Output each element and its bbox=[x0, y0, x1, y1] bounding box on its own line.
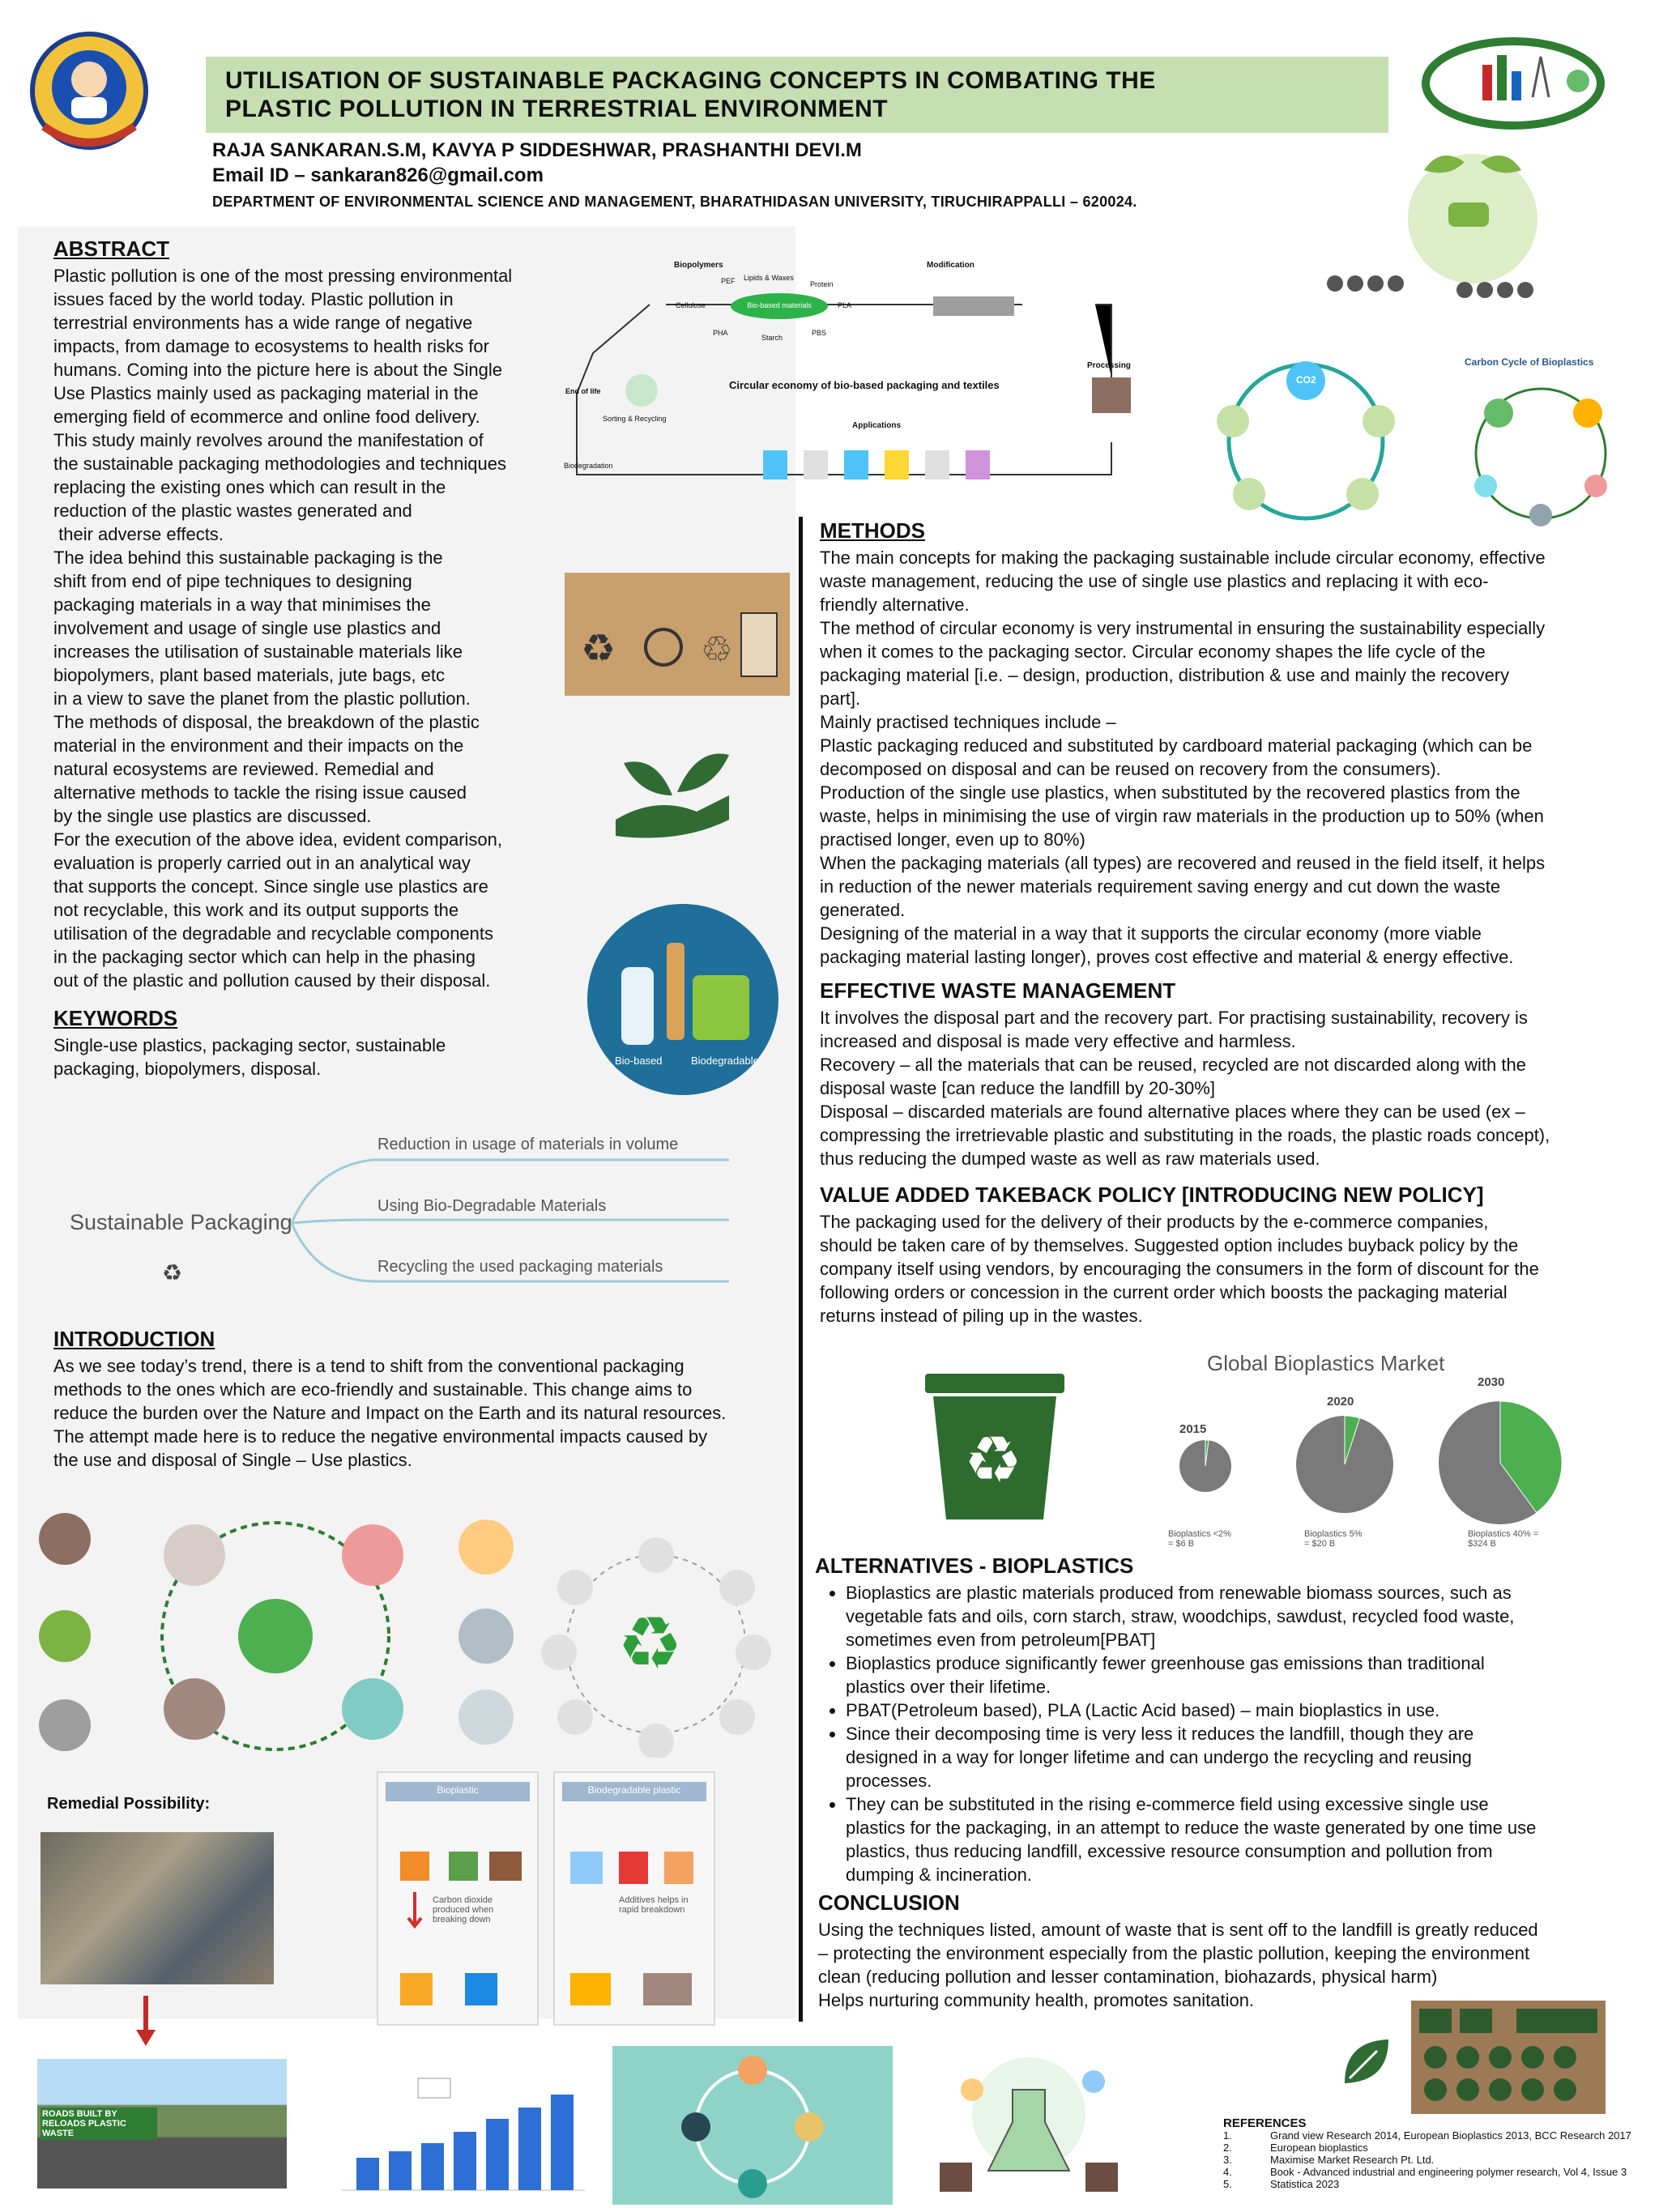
market-label-2030: Bioplastics 40% = $324 B bbox=[1468, 1529, 1539, 1549]
waste-mgmt-line: Recovery – all the materials that can be reused, recycled are not discarded along with the bbox=[820, 1055, 1526, 1075]
abstract-line: Use Plastics mainly used as packaging material in the bbox=[53, 383, 479, 403]
abstract-line: in a view to save the planet from the plastic pollution. bbox=[53, 688, 471, 709]
takeback-line: company itself using vendors, by encouraging the consumers in the form of discount for the bbox=[820, 1259, 1539, 1279]
environment-logo bbox=[1419, 32, 1607, 134]
cef-sorting: Sorting & Recycling bbox=[603, 415, 667, 423]
department: DEPARTMENT OF ENVIRONMENTAL SCIENCE AND MANAGEMENT, BHARATHIDASAN UNIVERSITY, TIRUCHIRAPPALLI – 620024. bbox=[212, 194, 1137, 210]
takeback-line: following orders or concession in the current order which boosts the packaging material bbox=[820, 1282, 1508, 1302]
remedial-label: Remedial Possibility: bbox=[47, 1795, 211, 1813]
methods-line: when it comes to the packaging sector. Circular economy shapes the life cycle of the bbox=[820, 641, 1486, 662]
plastic-road-photo bbox=[37, 2059, 287, 2189]
abstract-line: in the packaging sector which can help in the phasing bbox=[53, 947, 476, 967]
takeback-heading: VALUE ADDED TAKEBACK POLICY [INTRODUCING NEW POLICY] bbox=[820, 1183, 1484, 1207]
methods-text bbox=[820, 546, 1638, 969]
biodegradation-cycle-image bbox=[32, 1507, 518, 1766]
comparison-left-note: Carbon dioxide produced when breaking down bbox=[433, 1895, 494, 1924]
reference-item bbox=[1223, 2178, 1631, 2190]
market-year-2020: 2020 bbox=[1327, 1395, 1354, 1409]
abstract-line: involvement and usage of single use plastics and bbox=[53, 618, 441, 638]
methods-line: practised longer, even up to 80%) bbox=[820, 829, 1085, 850]
abstract-line: alternative methods to tackle the rising issue caused bbox=[53, 782, 467, 803]
methods-line: waste, helps in minimising the use of virgin raw materials in the production up to 50% (when bbox=[820, 806, 1544, 826]
sp-branch-2: Using Bio-Degradable Materials bbox=[377, 1197, 607, 1215]
carbon-cycle-title: Carbon Cycle of Bioplastics bbox=[1465, 356, 1594, 368]
recycle-bin-icon bbox=[922, 1369, 1068, 1523]
methods-line: in reduction of the newer materials requirement saving energy and cut down the waste bbox=[820, 876, 1501, 897]
methods-line: packaging material lasting longer), proves cost effective and material & energy effective. bbox=[820, 947, 1514, 967]
authors: RAJA SANKARAN.S.M, KAVYA P SIDDESHWAR, PRASHANTHI DEVI.M bbox=[212, 139, 862, 161]
cef-protein: Protein bbox=[810, 280, 834, 288]
bio-based-plastics-image bbox=[1311, 154, 1541, 309]
abstract-line: evaluation is properly carried out in an analytical way bbox=[53, 853, 471, 873]
takeback-line: returns instead of piling up in the wastes. bbox=[820, 1306, 1143, 1326]
reference-number: 5. bbox=[1223, 2178, 1232, 2190]
abstract-line: shift from end of pipe techniques to designing bbox=[53, 571, 412, 591]
svg-text:Bio-based: Bio-based bbox=[615, 1055, 663, 1067]
introduction-line: reduce the burden over the Nature and Impact on the Earth and its natural resources. bbox=[53, 1403, 727, 1423]
methods-line: waste management, reducing the use of single use plastics and replacing it with eco- bbox=[820, 571, 1489, 591]
reference-item bbox=[1223, 2129, 1631, 2142]
abstract-line: not recyclable, this work and its output supports the bbox=[53, 900, 459, 920]
cef-lipids: Lipids & Waxes bbox=[744, 274, 794, 282]
cef-biodegradation: Biodegradation bbox=[564, 462, 613, 470]
methods-line: Mainly practised techniques include – bbox=[820, 712, 1116, 732]
takeback-line: should be taken care of by themselves. Suggested option includes buyback policy by the bbox=[820, 1235, 1519, 1255]
introduction-line: methods to the ones which are eco-friendly and sustainable. This change aims to bbox=[53, 1379, 693, 1400]
market-year-2030: 2030 bbox=[1478, 1375, 1505, 1389]
comparison-left-title: Bioplastic bbox=[437, 1784, 479, 1796]
conclusion-line: clean (reducing pollution and lesser contamination, biohazards, physical harm) bbox=[818, 1967, 1438, 1987]
abstract-line: increases the utilisation of sustainable materials like bbox=[53, 641, 463, 662]
abstract-line: issues faced by the world today. Plastic pollution in bbox=[53, 289, 454, 309]
methods-line: When the packaging materials (all types) are recovered and reused in the field itself, it helps bbox=[820, 853, 1546, 873]
carbon-cycle-circle-image bbox=[1184, 348, 1427, 535]
abstract-text bbox=[53, 264, 551, 992]
alternative-line: plastics for the packaging, in an attempt to reduce the waste generated by one time use bbox=[846, 1818, 1537, 1838]
reference-item bbox=[1223, 2142, 1631, 2154]
abstract-line: The idea behind this sustainable packaging is the bbox=[53, 548, 443, 568]
alternative-item bbox=[846, 1581, 1620, 1652]
cef-cellulose: Cellulose bbox=[676, 301, 706, 309]
sp-branch-1: Reduction in usage of materials in volume bbox=[377, 1136, 679, 1153]
alternative-line: • Bioplastics are plastic materials produced from renewable biomass sources, such as bbox=[846, 1583, 1512, 1603]
waste-mgmt-text bbox=[820, 1006, 1638, 1170]
svg-text:♻: ♻ bbox=[964, 1424, 1022, 1496]
poster-title: UTILISATION OF SUSTAINABLE PACKAGING CONCEPTS IN COMBATING THE PLASTIC POLLUTION IN TERRESTRIAL ENVIRONMENT bbox=[225, 67, 1156, 122]
cef-pla: PLA bbox=[838, 301, 852, 309]
abstract-line: This study mainly revolves around the manifestation of bbox=[53, 430, 484, 450]
abstract-line: reduction of the plastic wastes generated and bbox=[53, 501, 412, 521]
recycling-process-wheel bbox=[527, 1531, 786, 1758]
references bbox=[1223, 2117, 1631, 2190]
svg-text:♻: ♻ bbox=[617, 1604, 683, 1685]
abstract-line: their adverse effects. bbox=[53, 524, 224, 544]
alternative-line: plastics, thus reducing landfill, excessive resource consumption and pollution from bbox=[846, 1841, 1493, 1861]
road-caption: ROADS BUILT BY RELOADS PLASTIC WASTE bbox=[41, 2108, 157, 2140]
methods-line: decomposed on disposal and can be reused on recovery from the consumers). bbox=[820, 759, 1441, 779]
methods-heading: METHODS bbox=[820, 518, 925, 543]
abstract-line: emerging field of ecommerce and online food delivery. bbox=[53, 407, 480, 427]
abstract-line: biopolymers, plant based materials, jute bags, etc bbox=[53, 665, 446, 685]
cef-pef: PEF bbox=[721, 277, 736, 285]
university-logo bbox=[28, 29, 151, 157]
abstract-line: terrestrial environments has a wide range of negative bbox=[53, 313, 473, 333]
abstract-line: humans. Coming into the picture here is about the Single bbox=[53, 360, 502, 380]
circular-economy-figure bbox=[561, 256, 1149, 497]
abstract-line: For the execution of the above idea, evident comparison, bbox=[53, 829, 503, 850]
takeback-line: The packaging used for the delivery of their products by the e-commerce companies, bbox=[820, 1212, 1489, 1232]
methods-line: part]. bbox=[820, 688, 861, 709]
alternative-item bbox=[846, 1722, 1620, 1792]
waste-mgmt-line: increased and disposal is made very effective and harmless. bbox=[820, 1031, 1296, 1051]
waste-mgmt-line: compressing the irretrievable plastic and substituting in the roads, the plastic roads concept), bbox=[820, 1125, 1550, 1145]
introduction-text bbox=[53, 1354, 783, 1472]
abstract-line: packaging materials in a way that minimises the bbox=[53, 595, 431, 615]
alternative-line: • PBAT(Petroleum based), PLA (Lactic Acid based) – main bioplastics in use. bbox=[846, 1700, 1440, 1720]
abstract-heading: ABSTRACT bbox=[53, 237, 169, 261]
introduction-line: The attempt made here is to reduce the negative environmental impacts caused by bbox=[53, 1426, 708, 1447]
sp-center-label: Sustainable Packaging bbox=[70, 1210, 292, 1234]
abstract-line: utilisation of the degradable and recyclable components bbox=[53, 923, 494, 944]
introduction-line: the use and disposal of Single – Use plastics. bbox=[53, 1450, 412, 1470]
reference-text: Grand view Research 2014, European Bioplastics 2013, BCC Research 2017 bbox=[1270, 2129, 1631, 2142]
methods-line: friendly alternative. bbox=[820, 595, 970, 615]
alternative-line: processes. bbox=[846, 1771, 932, 1791]
abstract-line: The methods of disposal, the breakdown of the plastic bbox=[53, 712, 480, 732]
cef-starch: Starch bbox=[761, 334, 783, 342]
conclusion-line: Using the techniques listed, amount of waste that is sent off to the landfill is greatly reduced bbox=[818, 1920, 1538, 1940]
hand-plant-icon bbox=[608, 739, 737, 844]
column-divider bbox=[799, 517, 803, 2022]
reference-number: 3. bbox=[1223, 2154, 1232, 2166]
reference-text: Statistica 2023 bbox=[1270, 2178, 1340, 2190]
waste-mgmt-line: thus reducing the dumped waste as well as raw materials used. bbox=[820, 1149, 1320, 1169]
science-lab-illustration bbox=[923, 2041, 1134, 2200]
keywords-heading: KEYWORDS bbox=[53, 1006, 178, 1030]
methods-line: Production of the single use plastics, when substituted by the recovered plastics from the bbox=[820, 782, 1520, 803]
plastic-waste-photo bbox=[41, 1832, 274, 1984]
reference-text: European bioplastics bbox=[1270, 2142, 1368, 2154]
svg-text:♻: ♻ bbox=[581, 628, 616, 671]
cef-pha: PHA bbox=[713, 329, 728, 337]
cef-biopolymers: Biopolymers bbox=[674, 261, 723, 270]
reference-text: Maximise Market Research Pt. Ltd. bbox=[1270, 2154, 1435, 2166]
methods-line: The main concepts for making the packaging sustainable include circular economy, effective bbox=[820, 548, 1546, 568]
abstract-line: by the single use plastics are discussed. bbox=[53, 806, 372, 826]
reference-item bbox=[1223, 2154, 1631, 2166]
eco-label-symbols-image bbox=[1411, 2001, 1606, 2114]
comparison-right-title: Biodegradable plastic bbox=[587, 1784, 681, 1796]
abstract-line: natural ecosystems are reviewed. Remedial and bbox=[53, 759, 434, 779]
alternative-line: designed in a way for longer lifetime and can undergo the recycling and reusing bbox=[846, 1747, 1472, 1767]
carbon-cycle-co2: CO2 bbox=[1296, 374, 1316, 386]
conclusion-line: Helps nurturing community health, promotes sanitation. bbox=[818, 1990, 1255, 2010]
alternative-line: sometimes even from petroleum[PBAT] bbox=[846, 1630, 1156, 1650]
conclusion-text bbox=[818, 1918, 1612, 2012]
alternatives-list bbox=[810, 1581, 1620, 1886]
market-label-2020: Bioplastics 5% = $20 B bbox=[1304, 1529, 1363, 1549]
market-year-2015: 2015 bbox=[1179, 1422, 1207, 1436]
methods-line: Designing of the material in a way that it supports the circular economy (more viable bbox=[820, 923, 1482, 944]
abstract-line: out of the plastic and pollution caused by their disposal. bbox=[53, 970, 491, 991]
recycle-small-icon: ♻ bbox=[162, 1260, 183, 1285]
alternative-line: • Bioplastics produce significantly fewer greenhouse gas emissions than traditional bbox=[846, 1653, 1485, 1673]
abstract-line: impacts, from damage to ecosystems to health risks for bbox=[53, 336, 489, 356]
reference-number: 4. bbox=[1223, 2166, 1232, 2178]
circular-lifecycle-image bbox=[612, 2046, 893, 2205]
alternative-item bbox=[846, 1698, 1620, 1722]
reference-item bbox=[1223, 2166, 1631, 2178]
takeback-text bbox=[820, 1210, 1638, 1328]
references-heading: REFERENCES bbox=[1223, 2116, 1307, 2130]
waste-mgmt-line: It involves the disposal part and the recovery part. For practising sustainability, recovery is bbox=[820, 1008, 1528, 1028]
cef-pbs: PBS bbox=[812, 329, 827, 337]
abstract-line: the sustainable packaging methodologies and techniques bbox=[53, 454, 506, 474]
alternative-line: plastics over their lifetime. bbox=[846, 1677, 1051, 1697]
introduction-heading: INTRODUCTION bbox=[53, 1327, 215, 1351]
methods-line: generated. bbox=[820, 900, 906, 920]
alternative-item bbox=[846, 1792, 1620, 1886]
cef-title: Circular economy of bio-based packaging and textiles bbox=[729, 379, 1000, 391]
down-arrow-icon bbox=[136, 1996, 156, 2052]
abstract-line: material in the environment and their impacts on the bbox=[53, 735, 464, 756]
leaf-icon bbox=[1338, 2033, 1395, 2090]
market-chart bbox=[1150, 1345, 1636, 1563]
reference-text: Book - Advanced industrial and engineering polymer research, Vol 4, Issue 3 bbox=[1270, 2166, 1627, 2178]
methods-line: packaging material [i.e. – design, production, distribution & use and mainly the recovery bbox=[820, 665, 1510, 685]
cef-center: Bio-based materials bbox=[747, 301, 812, 309]
alternative-line: • They can be substituted in the rising e-commerce field using excessive single use bbox=[846, 1794, 1489, 1814]
carbon-cycle-bioplastics-image bbox=[1450, 348, 1631, 536]
email: Email ID – sankaran826@gmail.com bbox=[212, 164, 544, 186]
sp-branch-3: Recycling the used packaging materials bbox=[377, 1258, 663, 1276]
bar-chart-image bbox=[318, 2054, 593, 2200]
comparison-right-note: Additives helps in rapid breakdown bbox=[619, 1895, 689, 1915]
cef-processing: Processing bbox=[1087, 361, 1131, 370]
waste-mgmt-heading: EFFECTIVE WASTE MANAGEMENT bbox=[820, 978, 1176, 1003]
methods-line: The method of circular economy is very instrumental in ensuring the sustainability especially bbox=[820, 618, 1546, 638]
market-chart-title: Global Bioplastics Market bbox=[1207, 1351, 1445, 1375]
waste-mgmt-line: Disposal – discarded materials are found alternative places where they can be used (ex – bbox=[820, 1102, 1525, 1122]
introduction-line: As we see today’s trend, there is a tend to shift from the conventional packaging bbox=[53, 1356, 684, 1376]
alternative-item bbox=[846, 1652, 1620, 1698]
methods-line: Plastic packaging reduced and substituted by cardboard material packaging (which can be bbox=[820, 735, 1533, 756]
svg-text:♲: ♲ bbox=[701, 630, 733, 670]
cef-end-of-life: End of life bbox=[565, 387, 601, 395]
abstract-line: that supports the concept. Since single use plastics are bbox=[53, 876, 488, 897]
keywords-text: Single-use plastics, packaging sector, sustainable packaging, biopolymers, disposal. bbox=[53, 1035, 446, 1079]
bioplastic-comparison-figure bbox=[376, 1771, 716, 2027]
alternative-line: dumping & incineration. bbox=[846, 1865, 1032, 1885]
alternatives-heading: ALTERNATIVES - BIOPLASTICS bbox=[815, 1554, 1134, 1578]
recycle-symbols-image bbox=[565, 573, 790, 696]
cef-applications: Applications bbox=[852, 421, 902, 430]
conclusion-line: – protecting the environment especially from the plastic pollution, keeping the environment bbox=[818, 1943, 1530, 1963]
biodegradable-products-image bbox=[586, 902, 780, 1097]
reference-number: 2. bbox=[1223, 2142, 1232, 2154]
svg-text:Biodegradable: Biodegradable bbox=[691, 1055, 759, 1067]
waste-mgmt-line: disposal waste [can reduce the landfill by 20-30%] bbox=[820, 1078, 1215, 1098]
alternative-line: vegetable fats and oils, corn starch, straw, woodchips, sawdust, recycled food waste, bbox=[846, 1606, 1515, 1626]
market-label-2015: Bioplastics <2% = $6 B bbox=[1168, 1529, 1231, 1549]
alternative-line: • Since their decomposing time is very less it reduces the landfill, though they are bbox=[846, 1724, 1474, 1744]
reference-number: 1. bbox=[1223, 2129, 1232, 2142]
cef-modification: Modification bbox=[927, 261, 975, 270]
abstract-line: Plastic pollution is one of the most pressing environmental bbox=[53, 266, 513, 286]
abstract-line: replacing the existing ones which can result in the bbox=[53, 477, 446, 497]
conclusion-heading: CONCLUSION bbox=[818, 1890, 960, 1915]
